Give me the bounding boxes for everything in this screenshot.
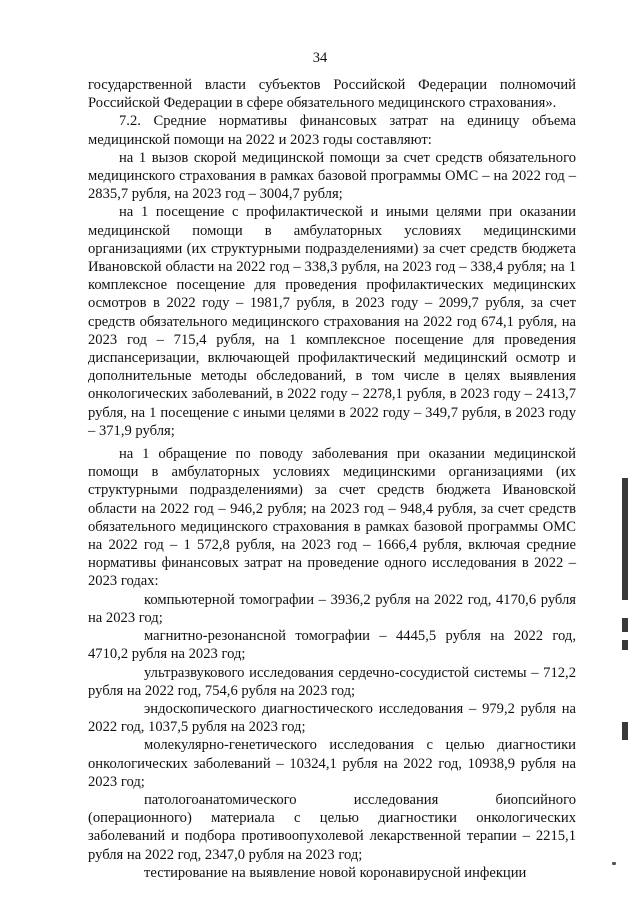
scan-edge-mark — [622, 640, 628, 650]
scan-edge-mark — [622, 478, 628, 600]
list-item-pathoanatomical: патологоанатомического исследования биопсийного (операционного) материала с целью диагностики онкологических заболеваний и подбора противоопухолевой лекарственной терапии – 2215,1 рубля на 2022 год, 2347,0 рубля на 2023 год; — [88, 791, 576, 863]
list-item-mri: магнитно-резонансной томографии – 4445,5 рубля на 2022 год, 4710,2 рубля на 2023 год; — [88, 628, 576, 663]
document-body — [88, 76, 576, 882]
paragraph-disease-appeal: на 1 обращение по поводу заболевания при оказании медицинской помощи в амбулаторных условиях медицинскими организациями (их структурными подразделениями) за счет средств бюджета Ивановской области на 2022 год – 946,2 рубля; на 2023 год – 948,4 рубля, за счет средств обязательного медицинского страхования в рамках базовой программы ОМС на 2022 год – 1 572,8 рубля, на 2023 год – 1666,4 рубля, включая средние нормативы финансовых затрат на проведение одного исследования в 2022 – 2023 годах: — [88, 446, 576, 590]
scan-edge-mark — [622, 722, 628, 740]
list-item-endoscopy: эндоскопического диагностического исследования – 979,2 рубля на 2022 год, 1037,5 рубля на 2023 год; — [88, 700, 576, 736]
paragraph-ambulance-call: на 1 вызов скорой медицинской помощи за счет средств обязательного медицинского страхования в рамках базовой программы ОМС – на 2022 год – 2835,7 рубля, на 2023 год – 3004,7 рубля; — [88, 149, 576, 203]
scan-edge-mark — [622, 618, 628, 632]
list-item-ultrasound: ультразвукового исследования сердечно-сосудистой системы – 712,2 рубля на 2022 год, 754,6 рубля на 2023 год; — [88, 664, 576, 699]
list-item-covid-testing: тестирование на выявление новой коронавирусной инфекции — [144, 864, 527, 881]
list-item-computed-tomography: компьютерной томографии – 3936,2 рубля на 2022 год, 4170,6 рубля на 2023 год; — [88, 591, 576, 626]
paragraph-authority-continuation: государственной власти субъектов Российской Федерации полномочий Российской Федерации в сфере обязательного медицинского страхования». — [88, 77, 576, 112]
scan-speck — [612, 862, 616, 865]
page-number: 34 — [312, 50, 328, 66]
paragraph-section-7-2: 7.2. Средние нормативы финансовых затрат на единицу объема медицинской помощи на 2022 и 2023 годы составляют: — [88, 113, 576, 148]
paragraph-preventive-visit: на 1 посещение с профилактической и иными целями при оказании медицинской помощи в амбулаторных условиях медицинскими организациями (их структурными подразделениями) за счет средств бюджета Ивановской области на 2022 год – 338,3 рубля, на 2023 год – 338,4 рубля; на 1 комплексное посещение для проведения профилактических медицинских осмотров в 2022 году – 1981,7 рубля, в 2023 году – 2099,7 рубля, за счет средств обязательного медицинского страхования на 2022 год 674,1 рубля, на 2023 год – 715,4 рубля, на 1 комплексное посещение для проведения диспансеризации, включающей профилактический медицинский осмотр и дополнительные методы обследований, в том числе в целях выявления онкологических заболеваний, в 2022 году – 2278,1 рубля, в 2023 году – 2413,7 рубля, на 1 посещение с иными целями в 2022 году – 349,7 рубля, в 2023 году – 371,9 рубля; — [88, 204, 576, 439]
list-item-molecular-genetic: молекулярно-генетического исследования с целью диагностики онкологических заболеваний – 10324,1 рубля на 2022 год, 10938,9 рубля на 2023 год; — [88, 737, 576, 790]
